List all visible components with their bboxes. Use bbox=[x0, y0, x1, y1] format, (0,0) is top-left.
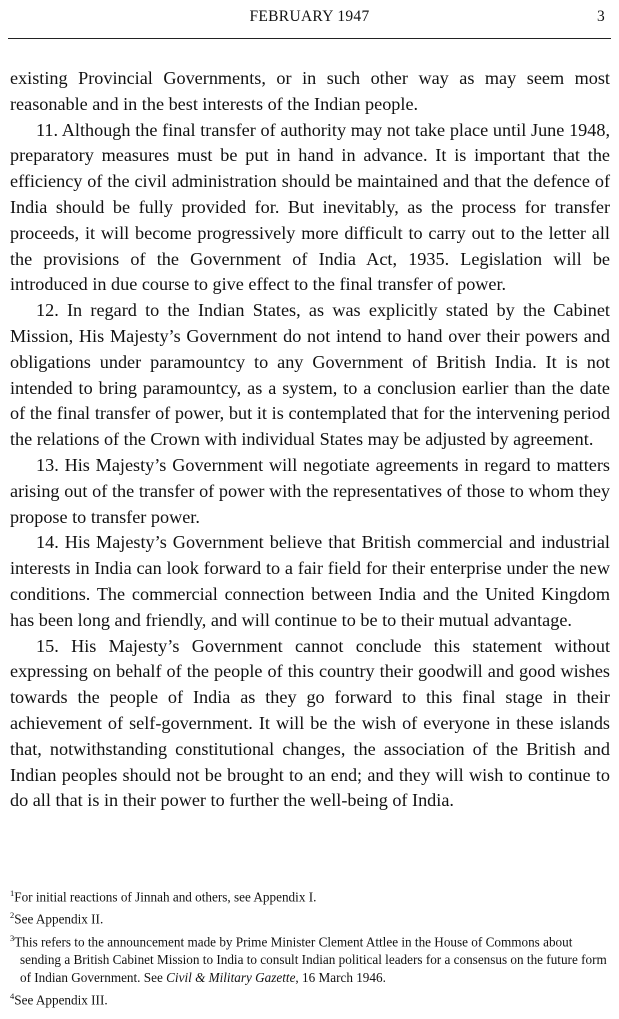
footnote-source-title: Civil & Military Gazette bbox=[166, 970, 296, 986]
running-header bbox=[12, 8, 607, 34]
paragraph-continued: existing Provincial Governments, or in such other way as may seem most reasonable and in the best interests of the Indian people. bbox=[10, 68, 610, 114]
paragraph-11: 11. Although the final transfer of authority may not take place until June 1948, preparatory measures must be put in hand in advance. It is important that the efficiency of the civil administration should be maintained and that the defence of India should be fully provided for. But inevitably, as the process for transfer proceeds, it will become progressively more difficult to carry out to the letter all the provisions of the Government of India Act, 1935. Legislation will be introduced in due course to give effect to the final transfer of power. bbox=[10, 119, 610, 295]
footnote-mark: 1 bbox=[10, 888, 15, 898]
paragraph-12: 12. In regard to the Indian States, as was explicitly stated by the Cabinet Mission, His Majesty’s Government do not intend to hand over their powers and obligations under paramountcy to any Government of British India. It is not intended to bring paramountcy, as a system, to a conclusion earlier than the date of the final transfer of power, but it is contemplated that for the intervening period the relations of the Crown with individual States may be adjusted by agreement. bbox=[10, 300, 610, 450]
footnote-mark: 3 bbox=[10, 932, 15, 943]
footnote-mark: 2 bbox=[10, 910, 15, 921]
footnote-mark: 4 bbox=[10, 991, 15, 1002]
footnote-2 bbox=[10, 906, 610, 928]
footnote-text: See Appendix II. bbox=[14, 911, 104, 927]
footnote-source-date: , 16 March 1946. bbox=[295, 970, 386, 986]
paragraph-13: 13. His Majesty’s Government will negotiate agreements in regard to matters arising out of the transfer of power with the representatives of those to whom they propose to transfer power. bbox=[10, 454, 610, 527]
footnote-text: See Appendix III. bbox=[14, 992, 108, 1008]
footnote-4 bbox=[10, 987, 610, 1009]
page-number: 3 bbox=[596, 8, 605, 25]
paragraph-15: 15. His Majesty’s Government cannot conclude this statement without expressing on behalf of the people of this country their goodwill and good wishes towards the people of India as they go forward to this final stage in their achievement of self-government. It will be the wish of everyone in these islands that, notwithstanding constitutional changes, the association of the British and Indian peoples should not be brought to an end; and they will wish to continue to do all that is in their power to further the well-being of India. bbox=[10, 635, 610, 811]
footnote-3 bbox=[10, 929, 610, 987]
footnote-text: This refers to the announcement made by Prime Minister Clement Attlee in the House of Commons about sending a British Cabinet Mission to India to consult Indian political leaders for a consensus on the future form of Indian Government. See bbox=[14, 934, 607, 986]
header-title: FEBRUARY 1947 bbox=[249, 8, 370, 25]
paragraph-14: 14. His Majesty’s Government believe that British commercial and industrial interests in India can look forward to a fair field for their enterprise under the new conditions. The commercial connection between India and the United Kingdom has been long and friendly, and will continue to be to their mutual advantage. bbox=[10, 532, 610, 630]
footnotes bbox=[10, 884, 610, 1010]
header-rule bbox=[8, 38, 611, 39]
body-text bbox=[10, 66, 610, 814]
footnote-text: For initial reactions of Jinnah and others, see Appendix I. bbox=[14, 889, 317, 905]
footnote-1 bbox=[10, 884, 610, 906]
